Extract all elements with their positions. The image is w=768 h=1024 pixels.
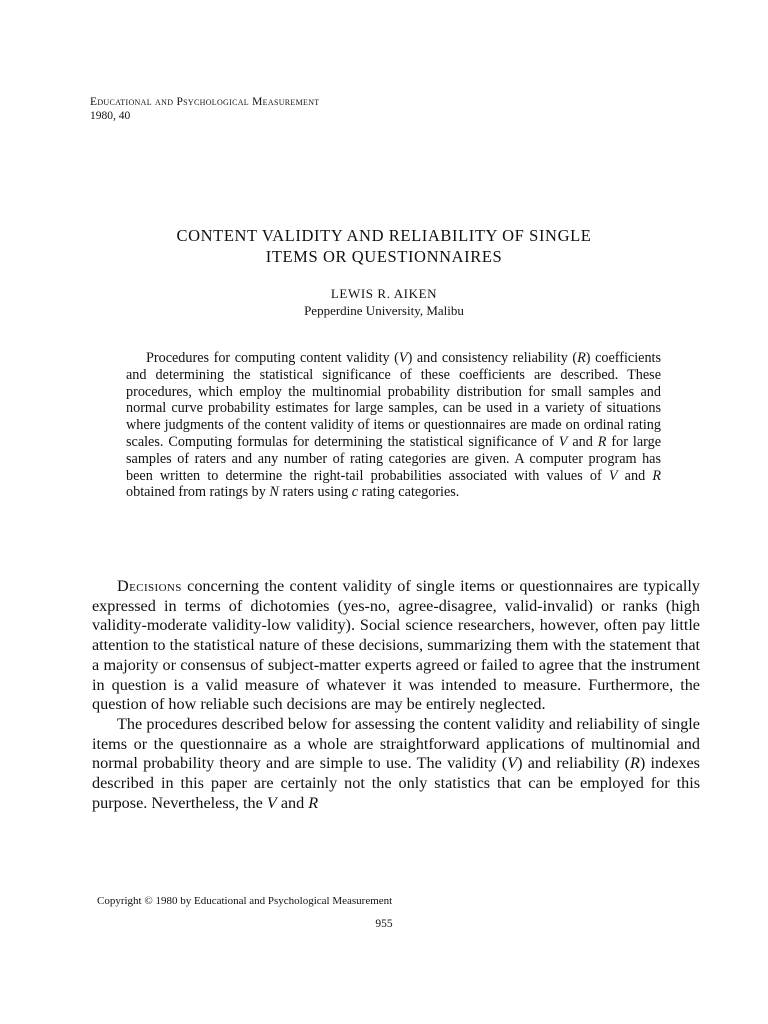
author-affiliation: Pepperdine University, Malibu — [304, 303, 464, 318]
body-text-segment: and — [276, 793, 309, 812]
body-text-segment: The procedures described below for assessing the content validity and reliability of single items or the questionnaire as a whole are straightforward applications of multinomial and normal probability theory and are simple to use. The validity ( — [92, 714, 700, 773]
variable-r: R — [577, 350, 586, 366]
body-text-segment: ) indexes described in this paper are certainly not the only statistics that can be employed for this purpose. Nevertheless, the — [92, 754, 700, 812]
variable-r: R — [308, 793, 319, 812]
lead-word: Decisions — [117, 577, 182, 595]
variable-r: R — [652, 467, 661, 484]
body-text-segment: concerning the content validity of single items or questionnaires are typically expressed in terms of dichotomies (yes-no, agree-disagree, valid-invalid) or ranks (high validity-moderate validity-low validity). Social science researchers, however, often pay little attention to the statistical nature of these decisions, summarizing them with the statement that a majority or consensus of subject-matter experts agreed or failed to agree that the instrument in question is a valid measure of whatever it was intended to measure. Furthermore, the question of how reliable such decisions are may be entirely neglected. — [92, 577, 700, 714]
abstract-text: rating categories. — [358, 484, 460, 501]
variable-v: V — [507, 754, 518, 773]
abstract-text: ) and consistency reliability ( — [407, 350, 578, 366]
body-text — [92, 577, 700, 813]
variable-v: V — [266, 793, 277, 812]
variable-n: N — [269, 484, 279, 501]
page-number: 955 — [375, 918, 393, 930]
variable-c: c — [351, 484, 359, 501]
abstract-text: and — [617, 467, 653, 484]
variable-r: R — [629, 754, 640, 773]
journal-name: Educational and Psychological Measurement — [90, 96, 320, 108]
abstract — [126, 350, 661, 501]
abstract-text: obtained from ratings by — [126, 484, 270, 501]
variable-v: V — [558, 433, 568, 450]
body-paragraph-1 — [92, 577, 700, 715]
abstract-text: and — [567, 433, 598, 450]
journal-header — [90, 95, 319, 123]
abstract-paragraph — [126, 350, 661, 501]
variable-r: R — [597, 433, 607, 450]
abstract-text: ) coefficients and determining the statistical significance of these coefficients are described. These procedures, which employ the multinomial probability distribution for small samples and normal curve probability estimates for large samples, can be used in a variety of situations where judgments of the content validity of items or questionnaires are made on ordinal rating scales. Computing formulas for determining the statistical significance of — [126, 350, 661, 450]
variable-v: V — [608, 467, 618, 484]
article-title-line-1: CONTENT VALIDITY AND RELIABILITY OF SINGLE — [176, 226, 592, 245]
article-title-line-2: ITEMS OR QUESTIONNAIRES — [265, 247, 503, 266]
copyright-notice: Copyright © 1980 by Educational and Psychological Measurement — [97, 895, 393, 907]
abstract-text: raters using — [278, 484, 352, 501]
body-paragraph-2 — [92, 715, 700, 814]
journal-volume: 1980, 40 — [90, 110, 131, 122]
abstract-text: for large samples of raters and any number of rating categories are given. A computer program has been written to determine the right-tail probabilities associated with values of — [126, 433, 662, 484]
body-text-segment: ) and reliability ( — [517, 754, 630, 773]
variable-v: V — [398, 350, 408, 366]
abstract-text: Procedures for computing content validity ( — [146, 350, 399, 366]
article-title — [0, 225, 768, 267]
author-name: LEWIS R. AIKEN — [330, 286, 438, 301]
